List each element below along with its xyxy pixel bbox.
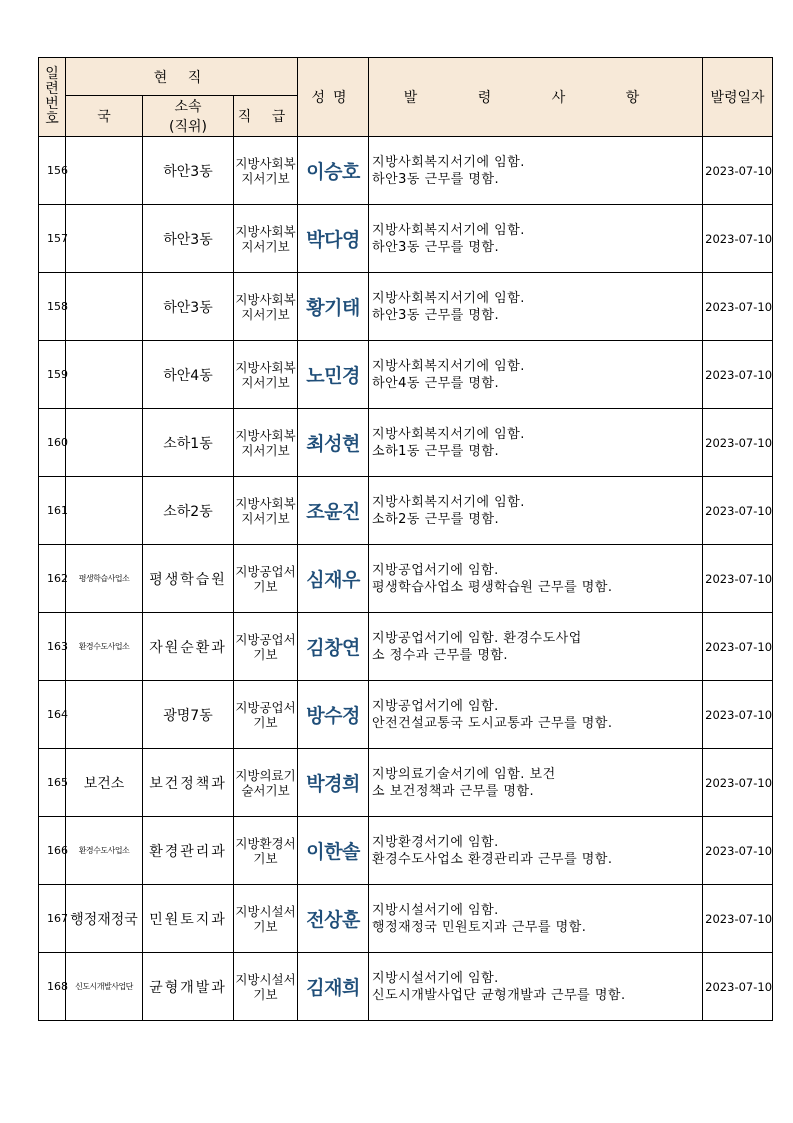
grade-cell: 지방시설서 기보 [234, 885, 298, 953]
date-cell: 2023-07-10 [703, 817, 773, 885]
dept-cell: 환경관리과 [143, 817, 234, 885]
dept-header-line2: (직위) [169, 119, 207, 135]
detail-cell: 지방공업서기에 임함. 안전건설교통국 도시교통과 근무를 명함. [369, 681, 703, 749]
dept-cell: 하안4동 [143, 341, 234, 409]
serial-char: 련 [45, 81, 59, 97]
serial-no-cell: 159 [39, 341, 66, 409]
grade-cell: 지방공업서 기보 [234, 545, 298, 613]
table-row [39, 273, 773, 341]
date-cell: 2023-07-10 [703, 545, 773, 613]
detail-cell: 지방시설서기에 임함. 행정재정국 민원토지과 근무를 명함. [369, 885, 703, 953]
table-row [39, 341, 773, 409]
grade-cell: 지방공업서 기보 [234, 613, 298, 681]
detail-cell: 지방사회복지서기에 임함. 소하2동 근무를 명함. [369, 477, 703, 545]
name-cell: 황기태 [298, 273, 369, 341]
date-header: 발령일자 [703, 58, 773, 137]
date-cell: 2023-07-10 [703, 681, 773, 749]
table-row [39, 953, 773, 1021]
grade-cell: 지방사회복 지서기보 [234, 341, 298, 409]
bureau-cell: 환경수도사업소 [66, 613, 143, 681]
grade-cell: 지방의료기 술서기보 [234, 749, 298, 817]
table-row [39, 477, 773, 545]
grade-cell: 지방공업서 기보 [234, 681, 298, 749]
name-cell: 노민경 [298, 341, 369, 409]
dept-cell: 하안3동 [143, 205, 234, 273]
date-cell: 2023-07-10 [703, 953, 773, 1021]
bureau-cell [66, 137, 143, 205]
table-row [39, 817, 773, 885]
bureau-header: 국 [66, 96, 143, 137]
detail-cell: 지방의료기술서기에 임함. 보건 소 보건정책과 근무를 명함. [369, 749, 703, 817]
date-cell: 2023-07-10 [703, 409, 773, 477]
date-cell: 2023-07-10 [703, 137, 773, 205]
bureau-cell: 신도시개발사업단 [66, 953, 143, 1021]
detail-cell: 지방환경서기에 임함. 환경수도사업소 환경관리과 근무를 명함. [369, 817, 703, 885]
date-cell: 2023-07-10 [703, 273, 773, 341]
table-row [39, 409, 773, 477]
detail-cell: 지방사회복지서기에 임함. 하안3동 근무를 명함. [369, 273, 703, 341]
serial-char: 일 [45, 66, 59, 82]
dept-cell: 광명7동 [143, 681, 234, 749]
serial-no-cell: 157 [39, 205, 66, 273]
grade-cell: 지방사회복 지서기보 [234, 477, 298, 545]
serial-no-cell: 160 [39, 409, 66, 477]
dept-cell: 하안3동 [143, 273, 234, 341]
current-post-header: 현 직 [66, 58, 298, 96]
grade-cell: 지방사회복 지서기보 [234, 137, 298, 205]
table-row [39, 545, 773, 613]
detail-cell: 지방시설서기에 임함. 신도시개발사업단 균형개발과 근무를 명함. [369, 953, 703, 1021]
table-row [39, 885, 773, 953]
detail-cell: 지방공업서기에 임함. 평생학습사업소 평생학습원 근무를 명함. [369, 545, 703, 613]
detail-cell: 지방사회복지서기에 임함. 하안4동 근무를 명함. [369, 341, 703, 409]
grade-cell: 지방사회복 지서기보 [234, 273, 298, 341]
bureau-cell [66, 681, 143, 749]
bureau-cell: 평생학습사업소 [66, 545, 143, 613]
bureau-cell [66, 409, 143, 477]
dept-cell: 소하1동 [143, 409, 234, 477]
detail-cell: 지방사회복지서기에 임함. 소하1동 근무를 명함. [369, 409, 703, 477]
serial-no-cell: 165 [39, 749, 66, 817]
serial-no-cell: 167 [39, 885, 66, 953]
dept-cell: 하안3동 [143, 137, 234, 205]
name-cell: 이승호 [298, 137, 369, 205]
appointment-table [38, 57, 773, 1021]
date-cell: 2023-07-10 [703, 477, 773, 545]
table-row [39, 681, 773, 749]
date-cell: 2023-07-10 [703, 341, 773, 409]
bureau-cell [66, 341, 143, 409]
table-row [39, 749, 773, 817]
grade-cell: 지방사회복 지서기보 [234, 205, 298, 273]
detail-cell: 지방사회복지서기에 임함. 하안3동 근무를 명함. [369, 137, 703, 205]
dept-header [143, 96, 234, 137]
dept-cell: 소하2동 [143, 477, 234, 545]
bureau-cell: 환경수도사업소 [66, 817, 143, 885]
name-cell: 심재우 [298, 545, 369, 613]
name-cell: 박다영 [298, 205, 369, 273]
serial-no-header [39, 58, 66, 137]
grade-cell: 지방환경서 기보 [234, 817, 298, 885]
table-row [39, 205, 773, 273]
dept-cell: 자원순환과 [143, 613, 234, 681]
details-header: 발 령 사 항 [369, 58, 703, 137]
date-cell: 2023-07-10 [703, 613, 773, 681]
serial-char: 번 [45, 96, 59, 112]
name-cell: 김창연 [298, 613, 369, 681]
serial-no-cell: 166 [39, 817, 66, 885]
detail-cell: 지방사회복지서기에 임함. 하안3동 근무를 명함. [369, 205, 703, 273]
grade-cell: 지방사회복 지서기보 [234, 409, 298, 477]
bureau-cell: 보건소 [66, 749, 143, 817]
dept-header-line1: 소속 [174, 99, 202, 115]
serial-no-cell: 162 [39, 545, 66, 613]
name-cell: 조윤진 [298, 477, 369, 545]
date-cell: 2023-07-10 [703, 205, 773, 273]
serial-no-cell: 161 [39, 477, 66, 545]
bureau-cell [66, 205, 143, 273]
dept-cell: 민원토지과 [143, 885, 234, 953]
table-row [39, 137, 773, 205]
name-cell: 최성현 [298, 409, 369, 477]
detail-cell: 지방공업서기에 임함. 환경수도사업 소 정수과 근무를 명함. [369, 613, 703, 681]
dept-cell: 평생학습원 [143, 545, 234, 613]
name-cell: 전상훈 [298, 885, 369, 953]
serial-no-cell: 168 [39, 953, 66, 1021]
dept-cell: 보건정책과 [143, 749, 234, 817]
serial-no-cell: 156 [39, 137, 66, 205]
serial-no-cell: 164 [39, 681, 66, 749]
bureau-cell [66, 273, 143, 341]
date-cell: 2023-07-10 [703, 885, 773, 953]
table-row [39, 613, 773, 681]
dept-cell: 균형개발과 [143, 953, 234, 1021]
serial-char: 호 [45, 111, 59, 127]
bureau-cell: 행정재정국 [66, 885, 143, 953]
name-cell: 방수정 [298, 681, 369, 749]
name-cell: 김재희 [298, 953, 369, 1021]
bureau-cell [66, 477, 143, 545]
name-header: 성명 [298, 58, 369, 137]
serial-no-cell: 163 [39, 613, 66, 681]
date-cell: 2023-07-10 [703, 749, 773, 817]
grade-header: 직 급 [234, 96, 298, 137]
grade-cell: 지방시설서 기보 [234, 953, 298, 1021]
name-cell: 이한솔 [298, 817, 369, 885]
serial-no-cell: 158 [39, 273, 66, 341]
name-cell: 박경희 [298, 749, 369, 817]
